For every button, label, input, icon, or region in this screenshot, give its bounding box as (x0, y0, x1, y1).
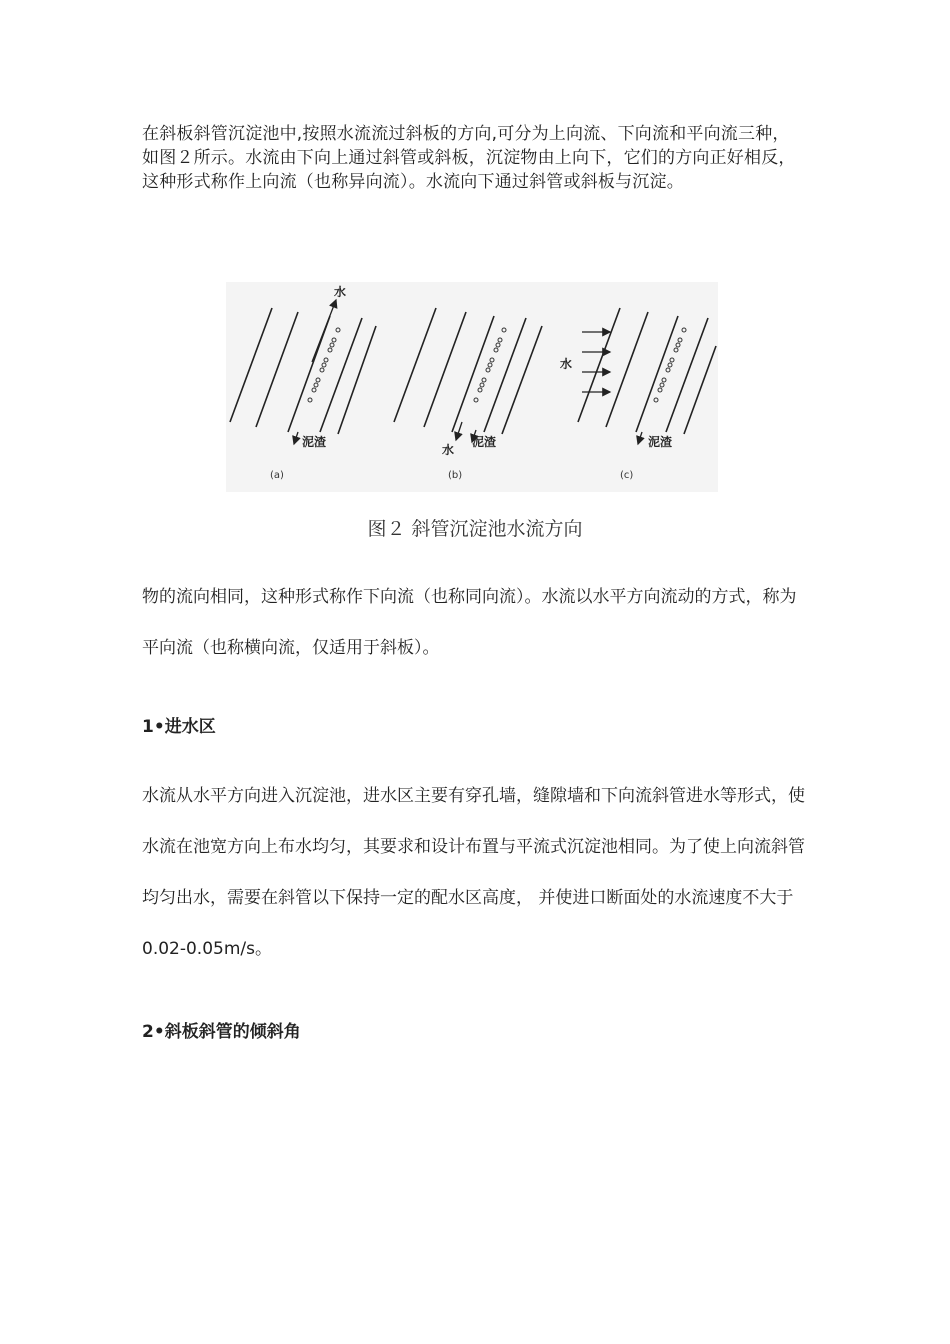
plate-b-1 (394, 308, 436, 422)
water-label-b: 水 (442, 443, 455, 457)
plate-a-5 (338, 326, 376, 434)
plate-c-4 (666, 318, 708, 432)
sludge-down-arrow-c (638, 432, 642, 444)
sludge-label-c: 泥渣 (648, 435, 673, 449)
water-label-c: 水 (560, 357, 573, 371)
plate-a-2 (256, 312, 298, 427)
sludge-label-b: 泥渣 (472, 435, 497, 449)
water-label-a: 水 (334, 285, 347, 299)
plate-a-1 (230, 308, 272, 422)
plate-b-5 (502, 326, 542, 434)
water-up-arrow (312, 300, 336, 362)
plate-c-5 (684, 346, 716, 434)
section-1-heading: 1•进水区 (142, 717, 216, 737)
panel-label-b: (b) (448, 470, 463, 481)
figure-caption: 图２ 斜管沉淀池水流方向 (367, 518, 583, 540)
sludge-label-a: 泥渣 (302, 435, 327, 449)
section-2-heading: 2•斜板斜管的倾斜角 (142, 1022, 301, 1042)
paragraph-2: 物的流向相同，这种形式称作下向流（也称同向流）。水流以水平方向流动的方式，称为平向流（也称横向流，仅适用于斜板）。 (142, 587, 797, 658)
intro-paragraph: 在斜板斜管沉淀池中,按照水流流过斜板的方向,可分为上向流、下向流和平向流三种，如图２所示。水流由下向上通过斜管或斜板，沉淀物由上向下，它们的方向正好相反，这种形式称作上向流（也称异向流）。水流向下通过斜管或斜板与沉淀。 (142, 124, 796, 192)
panel-label-c: (c) (620, 470, 634, 481)
flow-diagram (226, 282, 718, 492)
plate-b-4 (484, 318, 526, 432)
flow-direction-figure (226, 282, 718, 492)
sludge-down-arrow-a (294, 432, 298, 444)
plate-a-4 (320, 318, 362, 432)
water-down-arrow-b (456, 422, 462, 440)
section-1-body: 水流从水平方向进入沉淀池，进水区主要有穿孔墙，缝隙墙和下向流斜管进水等形式，使水流在池宽方向上布水均匀，其要求和设计布置与平流式沉淀池相同。为了使上向流斜管均匀出水，需要在斜管以下保持一定的配水区高度， 并使进口断面处的水流速度不大于 0.02-0.05m/s。 (142, 786, 805, 959)
panel-label-a: (a) (270, 470, 284, 481)
